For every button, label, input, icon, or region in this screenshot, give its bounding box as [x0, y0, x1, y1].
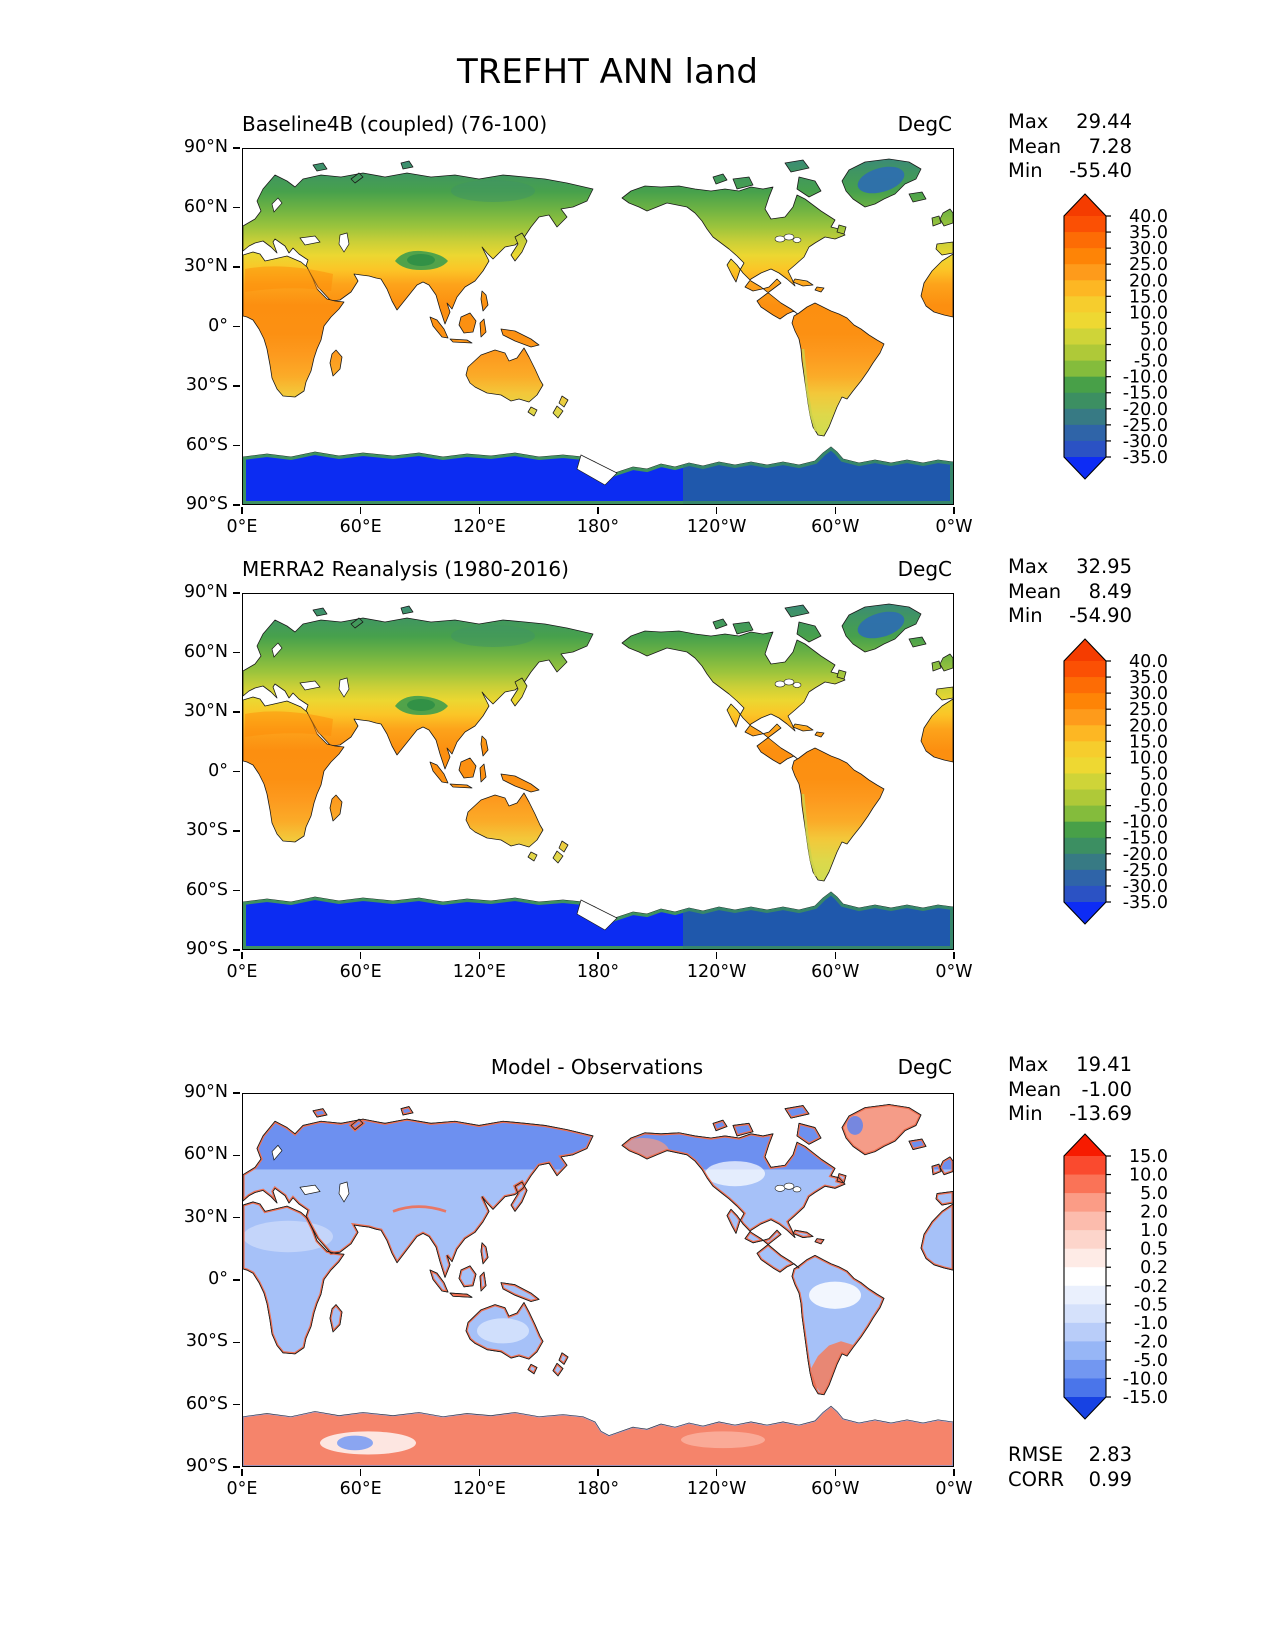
x-axis-tick — [953, 952, 955, 959]
y-axis-tick — [233, 1466, 240, 1468]
y-axis-tick — [233, 266, 240, 268]
x-axis-tick-label: 120°W — [686, 1479, 747, 1499]
stat-value: -1.00 — [1081, 1077, 1132, 1101]
colorbar-tick-label: -10.0 — [1122, 812, 1168, 833]
y-axis-tick-label: 60°S — [185, 434, 228, 455]
y-axis-tick — [233, 949, 240, 951]
panel2-map — [242, 593, 954, 950]
colorbar-tick-label: -1.0 — [1133, 1313, 1168, 1334]
x-axis-tick — [716, 952, 718, 959]
colorbar-tick-label: 20.0 — [1129, 716, 1168, 737]
colorbar-tick-label: 30.0 — [1129, 684, 1168, 705]
colorbar-tick-label: 25.0 — [1129, 700, 1168, 721]
y-axis-tick-label: 30°S — [185, 375, 228, 395]
metric-value: 2.83 — [1088, 1443, 1132, 1466]
colorbar-tick-label: 10.0 — [1129, 748, 1168, 769]
x-axis-tick-label: 120°E — [452, 962, 506, 982]
metric-label: RMSE — [1008, 1443, 1064, 1466]
stat-label: Mean — [1008, 579, 1062, 603]
colorbar-scale — [1056, 193, 1216, 484]
metric-label: CORR — [1008, 1467, 1065, 1491]
x-axis-tick-label: 0°W — [935, 962, 973, 982]
stat-label: Mean — [1008, 134, 1062, 158]
x-axis-tick-label: 0°E — [226, 962, 258, 982]
colorbar-tick-label: 10.0 — [1129, 303, 1168, 324]
colorbar-tick-label: -5.0 — [1133, 796, 1168, 817]
x-axis-tick-label: 60°W — [811, 1479, 860, 1499]
colorbar-tick-label: -15.0 — [1122, 383, 1168, 404]
x-axis-tick-label: 60°E — [339, 1479, 382, 1499]
stat-value: -13.69 — [1069, 1102, 1132, 1125]
x-axis-tick-label: 60°E — [339, 962, 382, 982]
colorbar-tick-label: -30.0 — [1122, 876, 1168, 897]
colorbar-tick-label: 15.0 — [1129, 287, 1168, 308]
x-axis-tick-label: 0°E — [226, 517, 258, 537]
y-axis-tick — [233, 385, 240, 387]
colorbar-tick-label: 40.0 — [1129, 207, 1168, 227]
panel3-metrics — [1008, 1443, 1132, 1492]
colorbar-scale — [1056, 638, 1216, 929]
colorbar-scale — [1056, 1133, 1216, 1424]
x-axis-tick — [597, 1469, 599, 1476]
x-axis-tick-label: 60°E — [339, 517, 382, 537]
colorbar-tick-label: -2.0 — [1133, 1332, 1168, 1353]
panel2-stats — [1008, 555, 1132, 629]
x-axis-tick-label: 60°W — [811, 517, 860, 537]
y-axis-tick — [233, 890, 240, 892]
stat-value: 7.28 — [1088, 134, 1132, 158]
colorbar-tick-label: 20.0 — [1129, 271, 1168, 292]
y-axis-tick — [233, 504, 240, 506]
panel2-title: MERRA2 Reanalysis (1980-2016) — [242, 557, 569, 581]
metric-value: 0.99 — [1088, 1467, 1132, 1491]
colorbar-tick-label: -0.2 — [1133, 1276, 1168, 1297]
x-axis-tick — [716, 1469, 718, 1476]
colorbar-tick-label: 35.0 — [1129, 223, 1168, 244]
stat-row — [1008, 110, 1132, 135]
stat-value: 19.41 — [1076, 1053, 1132, 1076]
x-axis-tick-label: 60°W — [811, 962, 860, 982]
panel1-colorbar — [1056, 193, 1216, 488]
stat-value: -54.90 — [1069, 604, 1132, 627]
x-axis-tick — [479, 507, 481, 514]
colorbar-tick-label: 30.0 — [1129, 239, 1168, 260]
x-axis-tick-label: 0°W — [935, 517, 973, 537]
y-axis-tick-label: 30°N — [183, 1206, 228, 1227]
colorbar-tick-label: -15.0 — [1122, 1388, 1168, 1408]
y-axis-tick-label: 90°N — [183, 1082, 228, 1102]
colorbar-tick-label: -5.0 — [1133, 1350, 1168, 1371]
stat-label: Max — [1008, 110, 1049, 133]
colorbar-tick-label: 5.0 — [1140, 1184, 1168, 1205]
y-axis-tick-label: 60°N — [183, 641, 228, 662]
colorbar-tick-label: 5.0 — [1140, 764, 1168, 785]
panel2-colorbar — [1056, 638, 1216, 933]
x-axis-tick — [953, 1469, 955, 1476]
stat-row — [1008, 1102, 1132, 1127]
x-axis-tick — [360, 507, 362, 514]
colorbar-tick-label: 25.0 — [1129, 255, 1168, 276]
y-axis-tick-label: 60°S — [185, 879, 228, 900]
x-axis-tick — [953, 507, 955, 514]
y-axis-tick-label: 90°N — [183, 582, 228, 602]
colorbar-tick-label: 15.0 — [1129, 1147, 1168, 1167]
colorbar-tick-label: 0.0 — [1140, 335, 1168, 356]
x-axis-tick-label: 180° — [576, 517, 620, 537]
x-axis-tick-label: 120°W — [686, 962, 747, 982]
colorbar-tick-label: -35.0 — [1122, 893, 1168, 913]
y-axis-tick-label: 0° — [208, 1269, 228, 1289]
stat-label: Max — [1008, 555, 1049, 578]
stat-row — [1008, 604, 1132, 629]
y-axis-tick — [233, 207, 240, 209]
panel2-units: DegC — [897, 557, 952, 581]
y-axis-tick — [233, 1342, 240, 1344]
x-axis-tick-label: 120°W — [686, 517, 747, 537]
y-axis-tick-label: 60°N — [183, 196, 228, 217]
y-axis-tick — [233, 592, 240, 594]
colorbar-tick-label: -30.0 — [1122, 431, 1168, 452]
stat-value: 32.95 — [1076, 555, 1132, 578]
x-axis-tick — [835, 952, 837, 959]
stat-value: 8.49 — [1088, 579, 1132, 603]
colorbar-tick-label: -20.0 — [1122, 399, 1168, 420]
y-axis-tick-label: 90°S — [185, 939, 228, 959]
stat-row — [1008, 580, 1132, 605]
x-axis-tick-label: 120°E — [452, 517, 506, 537]
stat-label: Mean — [1008, 1077, 1062, 1101]
panel3-title: Model - Observations — [490, 1055, 704, 1079]
y-axis-tick-label: 90°S — [185, 494, 228, 514]
colorbar-tick-label: 35.0 — [1129, 668, 1168, 689]
metric-row — [1008, 1468, 1132, 1493]
x-axis-tick-label: 0°W — [935, 1479, 973, 1499]
stat-label: Min — [1008, 159, 1043, 182]
stat-label: Min — [1008, 1102, 1043, 1125]
y-axis-tick — [233, 711, 240, 713]
y-axis-tick-label: 90°S — [185, 1456, 228, 1476]
colorbar-tick-label: 0.5 — [1140, 1239, 1168, 1260]
x-axis-tick — [241, 507, 243, 514]
x-axis-tick-label: 180° — [576, 1479, 620, 1499]
y-axis-tick-label: 0° — [208, 760, 228, 781]
y-axis-tick-label: 90°N — [183, 137, 228, 157]
x-axis-tick — [360, 952, 362, 959]
y-axis-tick — [233, 1279, 240, 1281]
panel1-units: DegC — [897, 112, 952, 136]
y-axis-tick — [233, 1092, 240, 1094]
colorbar-tick-label: 5.0 — [1140, 319, 1168, 340]
y-axis-tick-label: 30°S — [185, 820, 228, 840]
stat-value: 29.44 — [1076, 110, 1132, 133]
x-axis-tick-label: 120°E — [452, 1479, 506, 1499]
x-axis-tick-label: 0°E — [226, 1479, 258, 1499]
x-axis-tick — [479, 1469, 481, 1476]
panel3-map — [242, 1093, 954, 1467]
world-map-temperature — [243, 149, 953, 504]
panel3-units: DegC — [897, 1055, 952, 1079]
y-axis-tick-label: 30°S — [185, 1331, 228, 1352]
stat-label: Max — [1008, 1053, 1049, 1076]
stat-label: Min — [1008, 604, 1043, 627]
x-axis-tick — [241, 1469, 243, 1476]
figure-title: TREFHT ANN land — [457, 52, 758, 92]
panel3-stats — [1008, 1053, 1132, 1127]
colorbar-tick-label: 2.0 — [1140, 1202, 1168, 1223]
stat-value: -55.40 — [1069, 159, 1132, 182]
y-axis-tick-label: 30°N — [183, 256, 228, 276]
y-axis-tick — [233, 326, 240, 328]
colorbar-tick-label: 15.0 — [1129, 732, 1168, 753]
y-axis-tick-label: 60°N — [183, 1144, 228, 1165]
x-axis-tick-label: 180° — [576, 962, 620, 982]
colorbar-tick-label: 0.0 — [1140, 780, 1168, 801]
x-axis-tick — [241, 952, 243, 959]
y-axis-tick — [233, 1155, 240, 1157]
x-axis-tick — [360, 1469, 362, 1476]
panel1-map — [242, 148, 954, 505]
y-axis-tick — [233, 652, 240, 654]
y-axis-tick-label: 60°S — [185, 1393, 228, 1414]
world-map-temperature — [243, 594, 953, 949]
y-axis-tick — [233, 147, 240, 149]
colorbar-tick-label: -15.0 — [1122, 828, 1168, 849]
stat-row — [1008, 1078, 1132, 1103]
y-axis-tick — [233, 1404, 240, 1406]
colorbar-tick-label: -35.0 — [1122, 448, 1168, 468]
colorbar-tick-label: 1.0 — [1140, 1221, 1168, 1242]
stat-row — [1008, 555, 1132, 580]
colorbar-tick-label: -10.0 — [1122, 1369, 1168, 1390]
colorbar-tick-label: -10.0 — [1122, 367, 1168, 388]
colorbar-tick-label: 40.0 — [1129, 652, 1168, 672]
x-axis-tick — [597, 507, 599, 514]
y-axis-tick — [233, 771, 240, 773]
x-axis-tick — [716, 507, 718, 514]
x-axis-tick — [835, 1469, 837, 1476]
x-axis-tick — [479, 952, 481, 959]
colorbar-tick-label: -25.0 — [1122, 415, 1168, 436]
colorbar-tick-label: -20.0 — [1122, 844, 1168, 865]
x-axis-tick — [597, 952, 599, 959]
y-axis-tick-label: 30°N — [183, 701, 228, 721]
y-axis-tick — [233, 1217, 240, 1219]
panel3-colorbar — [1056, 1133, 1216, 1428]
colorbar-tick-label: -0.5 — [1133, 1295, 1168, 1316]
colorbar-tick-label: -25.0 — [1122, 860, 1168, 881]
metric-row — [1008, 1443, 1132, 1468]
x-axis-tick — [835, 507, 837, 514]
y-axis-tick — [233, 445, 240, 447]
colorbar-tick-label: -5.0 — [1133, 351, 1168, 372]
panel1-stats — [1008, 110, 1132, 184]
y-axis-tick-label: 0° — [208, 315, 228, 336]
stat-row — [1008, 159, 1132, 184]
panel1-title: Baseline4B (coupled) (76-100) — [242, 112, 548, 136]
colorbar-tick-label: 0.2 — [1140, 1258, 1168, 1279]
colorbar-tick-label: 10.0 — [1129, 1165, 1168, 1186]
stat-row — [1008, 1053, 1132, 1078]
world-map-difference — [243, 1094, 953, 1466]
y-axis-tick — [233, 830, 240, 832]
stat-row — [1008, 135, 1132, 160]
